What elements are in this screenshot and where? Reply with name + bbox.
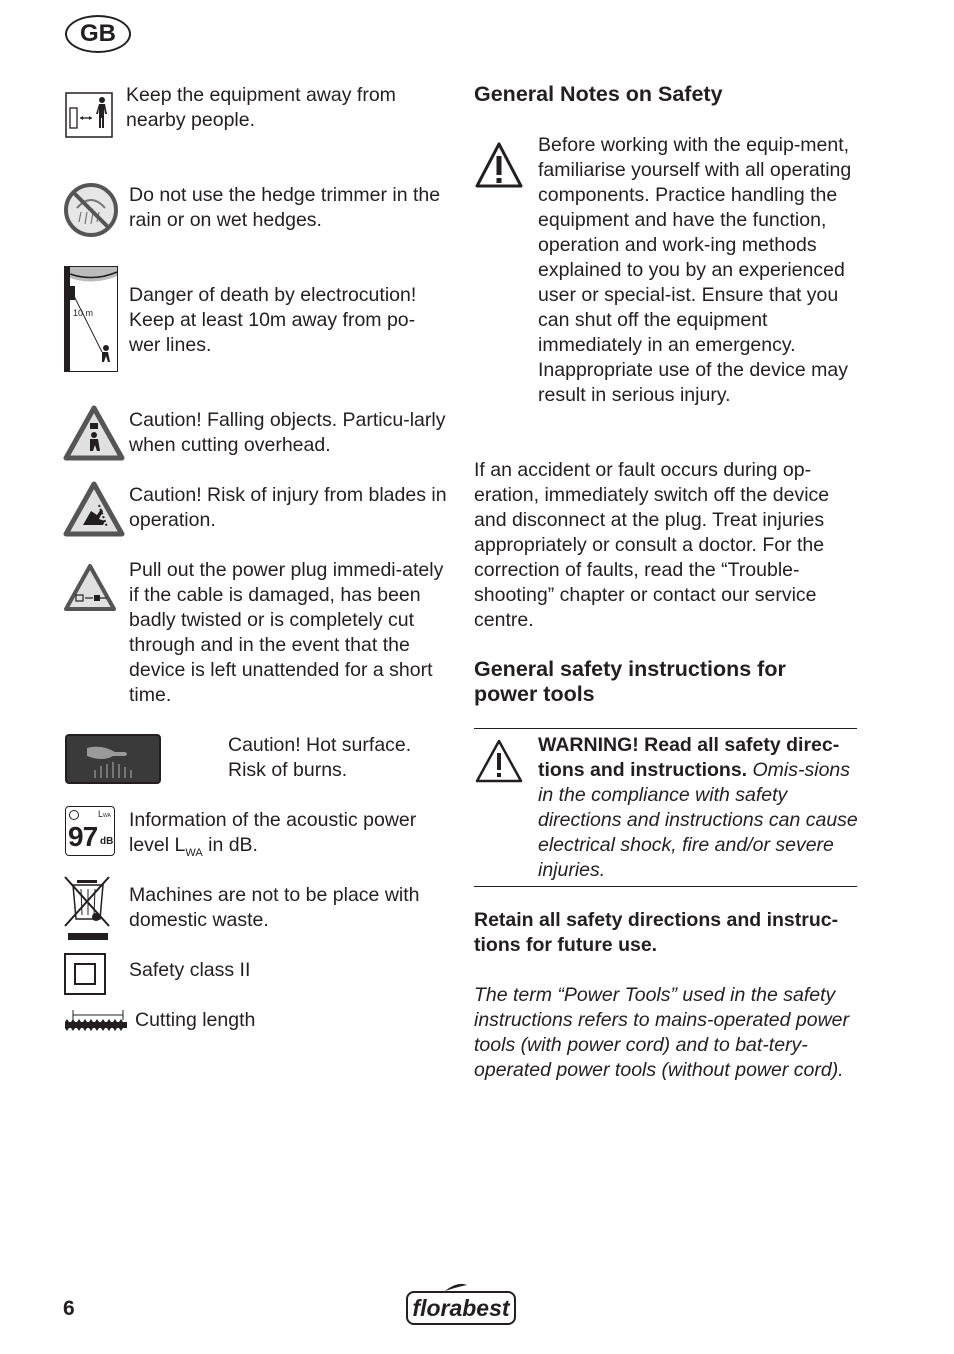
icon-db-unit: dB — [100, 836, 114, 847]
cutting-length-icon — [63, 1006, 129, 1041]
symbol-text-line: Risk of burns. — [228, 759, 348, 781]
symbol-text: Keep the equipment away from nearby people. — [126, 84, 396, 131]
symbol-text: Safety class II — [129, 959, 251, 981]
symbol-text: Caution! Risk of injury from blades in operation. — [129, 484, 447, 531]
power-line-distance-icon — [64, 266, 118, 377]
power-tools-term-text: The term “Power Tools” used in the safety instructions refers to mains-operated power tools (with power cord) and to bat-tery-operated power tools (without power cord). — [474, 984, 850, 1081]
warning-box-top-rule — [474, 728, 857, 729]
country-code-badge: GB — [65, 15, 131, 53]
accident-paragraph: If an accident or fault occurs during op-eration, immediately switch off the device and disconnect at the plug. Treat injuries appropriately or consult a doctor. For the correction of faults, read the “Trouble-shooting” chapter or contact our service centre. — [474, 459, 830, 631]
warning-triangle-icon — [474, 141, 524, 194]
florabest-logo — [405, 1283, 517, 1332]
retain-instructions-text: Retain all safety directions and instruc-tions for future use. — [474, 909, 839, 956]
symbol-text: Do not use the hedge trimmer in the rain or on wet hedges. — [129, 184, 441, 231]
section-title-line: power tools — [474, 682, 595, 706]
page-number: 6 — [63, 1297, 75, 1320]
warning-triangle-icon — [474, 738, 524, 789]
crossed-bin-icon — [63, 874, 113, 947]
warning-box-text: WARNING! Read all safety direc-tions and instructions. Omis-sions in the compliance with safety directions and instructions can cause electrical shock, fire and/or severe injuries. — [538, 734, 858, 881]
symbol-text-sound: Information of the acoustic power level $L_{WA}$ in dB. — [129, 809, 417, 859]
symbol-text: Caution! Falling objects. Particu-larly when cutting overhead. — [129, 409, 446, 456]
falling-objects-warning-icon — [63, 405, 125, 466]
hot-surface-icon — [65, 734, 161, 789]
icon-distance-label: 10 m — [73, 308, 94, 318]
icon-db-value: 97 — [68, 821, 98, 852]
sound-power-level-icon — [65, 806, 115, 856]
icon-lwa-label: LWA — [98, 809, 111, 819]
symbol-text-line: Caution! Hot surface. — [228, 734, 412, 756]
symbol-text: Pull out the power plug immedi-ately if the cable is damaged, has been badly twisted or is completely cut through and in the event that the device is left unattended for a short time. — [129, 559, 444, 706]
section-title-power-tools — [474, 657, 874, 707]
warning-box-bottom-rule — [474, 886, 857, 887]
symbol-text: Machines are not to be place with domestic waste. — [129, 884, 420, 931]
section-title-line: General safety instructions for — [474, 657, 786, 681]
speaker-icon — [69, 810, 79, 820]
unplug-warning-icon — [63, 563, 117, 618]
symbol-text-hot-surface — [228, 733, 448, 783]
no-rain-icon — [63, 182, 119, 243]
safety-class-ii-icon — [64, 953, 106, 1000]
florabest-logo-text: florabest — [412, 1295, 510, 1321]
blade-injury-warning-icon — [63, 481, 125, 542]
section-title-general-notes: General Notes on Safety — [474, 82, 723, 106]
symbol-text: Danger of death by electrocution! Keep at least 10m away from po-wer lines. — [129, 284, 417, 356]
symbol-text: Cutting length — [135, 1009, 256, 1031]
keep-away-people-icon — [65, 92, 113, 143]
general-notes-warning-text: Before working with the equip-ment, familiarise yourself with all operating components. Practice handling the equipment and have the function, operation and work-ing methods explained to you by an experienced user or special-ist. Ensure that you can shut off the equipment immediately in an emergency. Inappropriate use of the device may result in serious injury. — [538, 134, 852, 406]
